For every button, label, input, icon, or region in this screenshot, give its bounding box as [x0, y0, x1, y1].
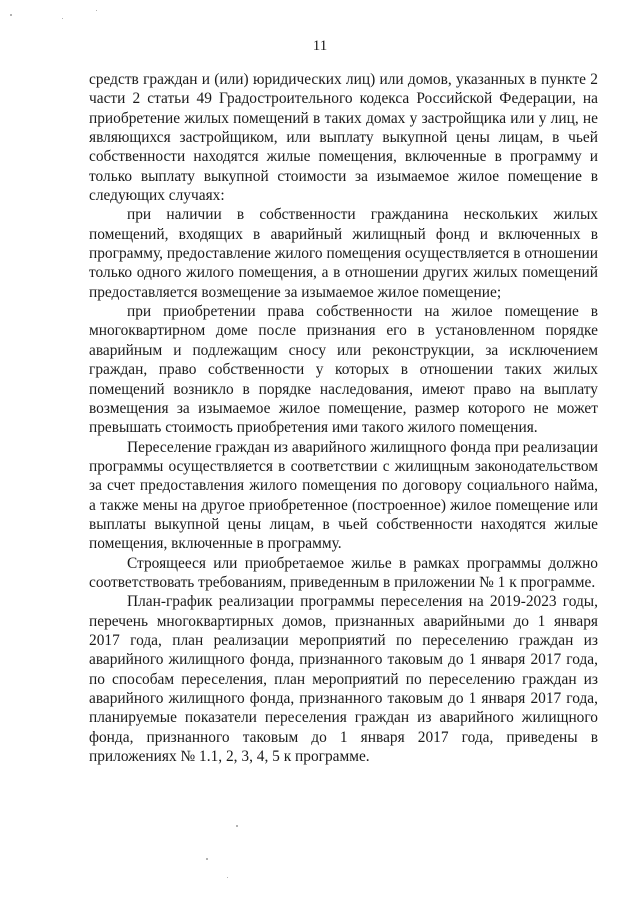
scan-speck: [96, 10, 97, 11]
paragraph-continuation: средств граждан и (или) юридических лиц) или домов, указанных в пункте 2 части 2 статьи 49 Градостроительного кодекса Российской Федерации, на приобретение жилых помещений в таких домах у застройщика или у лиц, не являющихся застройщиком, или выплату выкупной цены лицам, в чьей собственности находятся жилые помещения, включенные в программу и только выплату выкупной стоимости за изымаемое жилое помещение в следующих случаях:: [89, 71, 598, 205]
paragraph-case-acquired-after-recognition: при приобретении права собственности на жилое помещение в многоквартирном доме после признания его в установленном порядке аварийным и подлежащим сносу или реконструкции, за исключением граждан, право собственности у которых в отношении таких жилых помещений возникло в порядке наследования, имеют право на выплату возмещения за изымаемое жилое помещение, размер которого не может превышать стоимость приобретения ими такого жилого помещения.: [89, 303, 598, 437]
paragraph-housing-requirements: Строящееся или приобретаемое жилье в рамках программы должно соответствовать требованиям, приведенным в приложении № 1 к программе.: [89, 554, 598, 591]
paragraph-schedule-appendices: План-график реализации программы переселения на 2019-2023 годы, перечень многоквартирных домов, признанных аварийными до 1 января 2017 года, план реализации мероприятий по переселению граждан из аварийного жилищного фонда, признанного таковым до 1 января 2017 года, по способам переселения, план мероприятий по переселению граждан из аварийного жилищного фонда, признанного таковым до 1 января 2017 года, планируемые показатели переселения граждан из аварийного жилищного фонда, признанного таковым до 1 января 2017 года, приведены в приложениях № 1.1, 2, 3, 4, 5 к программе.: [89, 593, 598, 766]
scan-speck: [206, 858, 208, 860]
paragraph-case-multiple-dwellings: при наличии в собственности гражданина нескольких жилых помещений, входящих в аварийный жилищный фонд и включенных в программу, предоставление жилого помещения осуществляется в отношении только одного жилого помещения, а в отношении других жилых помещений предоставляется возмещение за изымаемое жилое помещение;: [89, 206, 598, 301]
paragraph-resettlement-method: Переселение граждан из аварийного жилищного фонда при реализации программы осуществляется в соответствии с жилищным законодательством за счет предоставления жилого помещения по договору социального найма, а также мены на другое приобретенное (построенное) жилое помещение или выплаты выкупной цены лицам, в чьей собственности находятся жилые помещения, включенные в программу.: [89, 438, 598, 553]
page-number: 11: [312, 38, 328, 54]
document-body: [89, 70, 598, 766]
scan-speck: [227, 877, 228, 878]
scan-speck: [236, 825, 238, 827]
scan-speck: [62, 18, 63, 19]
scan-speck: [10, 14, 12, 16]
